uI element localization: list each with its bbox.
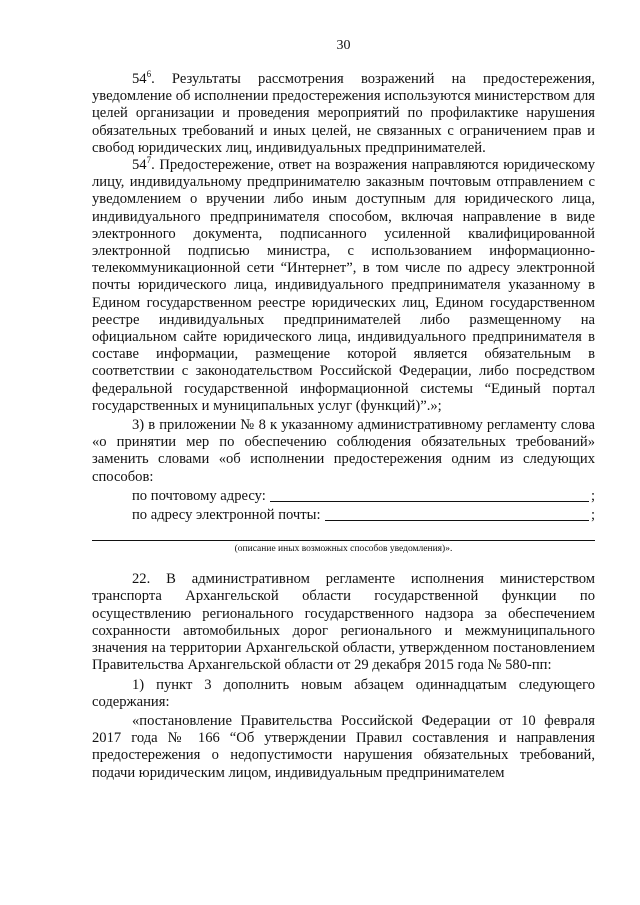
- other-methods-blank: [92, 540, 595, 541]
- email-address-blank: [325, 508, 589, 521]
- item-1: 1) пункт 3 дополнить новым абзацем одиннадцатым следующего содержания:: [92, 676, 595, 710]
- quote-paragraph: «постановление Правительства Российской Федерации от 10 февраля 2017 года № 166 “Об утверждении Правил составления и направления предостережения о недопустимости нарушения обязательных требований, подачи юридическим лицом, индивидуальным предпринимателем: [92, 712, 595, 781]
- paragraph-superscript: 7: [146, 155, 152, 166]
- paragraph-22: 22. В административном регламенте исполнения министерством транспорта Архангельской области государственной функции по осуществлению регионального государственного надзора за обеспечением сохранности автомобильных дорог регионального и межмуниципального значения на территории Архангельской области, утвержденном постановлением Правительства Архангельской области от 29 декабря 2015 года № 580-пп:: [92, 571, 595, 674]
- email-address-field: [92, 507, 595, 524]
- postal-address-end: ;: [590, 487, 595, 504]
- page-number: 30: [336, 38, 351, 53]
- paragraph-number: 54: [132, 157, 147, 174]
- email-address-label: по адресу электронной почты:: [132, 507, 321, 524]
- other-methods-caption: (описание иных возможных способов уведомления)».: [234, 544, 453, 555]
- paragraph-superscript: 6: [146, 69, 152, 80]
- paragraph-54-6: [92, 71, 595, 157]
- paragraph-number: 54: [132, 71, 147, 87]
- email-address-end: ;: [590, 507, 595, 524]
- postal-address-label: по почтовому адресу:: [132, 487, 266, 504]
- postal-address-field: [92, 488, 595, 505]
- postal-address-blank: [270, 489, 589, 502]
- paragraph-text: . Предостережение, ответ на возражения направляются юридическому лицу, индивидуальному предпринимателю заказным почтовым отправлением с уведомлением о вручении либо иным доступным для юридического лица, индивидуального предпринимателя способом, включая направление в виде электронного документа, подписанного усиленной квалифицированной электронной подписью министра, с использованием информационно-телекоммуникационной сети “Интернет”, в том числе по адресу электронной почты юридического лица, индивидуального предпринимателя указанному в Едином государственном реестре юридических лиц, Едином государственном реестре индивидуальных предпринимателей либо размещенному на официальном сайте юридического лица, индивидуального предпринимателя в составе информации, размещение которой является обязательным в соответствии с законодательством Российской Федерации, либо посредством федеральной государственной информационной системы “Единый портал государственных и муниципальных услуг (функций)”.»;: [92, 157, 595, 414]
- item-3: 3) в приложении № 8 к указанному административному регламенту слова «о принятии мер по обеспечению соблюдения обязательных требований» заменить словами «об исполнении предостережения одним из следующих способов:: [92, 417, 595, 485]
- paragraph-54-7: [92, 157, 595, 415]
- paragraph-text: . Результаты рассмотрения возражений на предостережения, уведомление об исполнении предостережения используются министерством для целей организации и проведения мероприятий по профилактике нарушения обязательных требований и иных целей, не связанных с ограничением прав и свобод юридических лиц, индивидуальных предпринимателей.: [92, 71, 595, 156]
